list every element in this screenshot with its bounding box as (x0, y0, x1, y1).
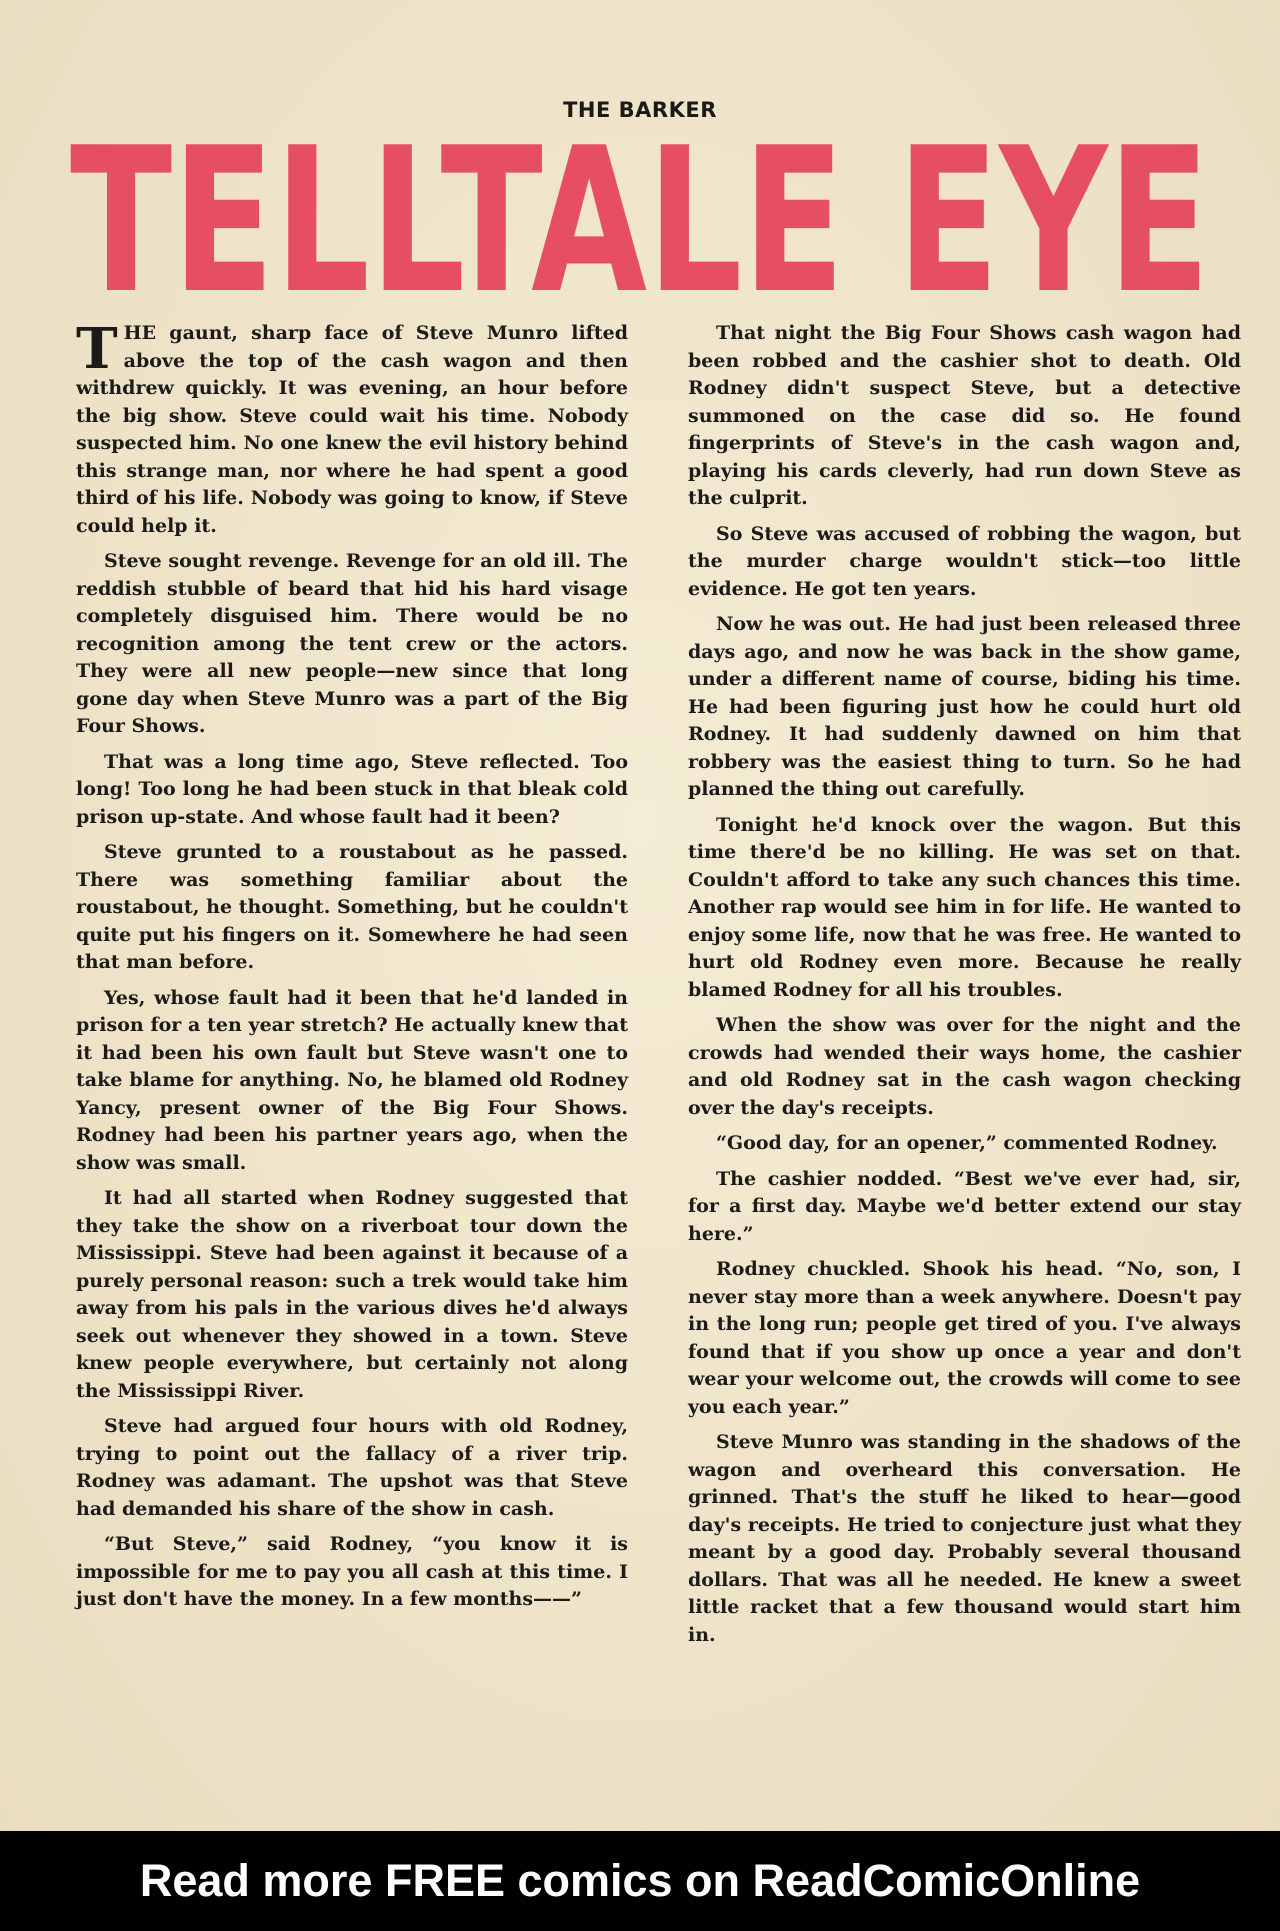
story-paragraph: Yes, whose fault had it been that he'd landed in prison for a ten year stretch? He actually knew that it had been his own fault but Steve wasn't one to take blame for anything. No, he blamed old Rodney Yancy, present owner of the Big Four Shows. Rodney had been his partner years ago, when the show was small. (76, 986, 628, 1174)
story-paragraph: When the show was over for the night and the crowds had wended their ways home, the cashier and old Rodney sat in the cash wagon checking over the day's receipts. (688, 1014, 1241, 1119)
story-paragraph: Now he was out. He had just been released three days ago, and now he was back in the show game, under a different name of course, biding his time. He had been figuring just how he could hurt old Rodney. It had suddenly dawned on him that robbery was the easiest thing to turn. So he had planned the thing out carefully. (688, 613, 1241, 800)
story-paragraph-text: HE gaunt, sharp face of Steve Munro lifted above the top of the cash wagon and then withdrew quickly. It was evening, an hour before the big show. Steve could wait his time. Nobody suspected him. No one knew the evil history behind this strange man, nor where he had spent a good third of his life. Nobody was going to know, if Steve could help it. (76, 322, 628, 537)
drop-cap: T (76, 316, 118, 382)
promo-banner-text: Read more FREE comics on ReadComicOnline (139, 1855, 1141, 1906)
story-paragraph: Steve Munro was standing in the shadows of the wagon and overheard this conversation. He grinned. That's the stuff he liked to hear—good day's receipts. He tried to conjecture just what they meant by a good day. Probably several thousand dollars. That was all he needed. He knew a sweet little racket that a few thousand would start him in. (688, 1431, 1241, 1646)
story-paragraph: The cashier nodded. “Best we've ever had, sir, for a first day. Maybe we'd better extend our stay here.” (688, 1167, 1241, 1245)
story-paragraph: Steve sought revenge. Revenge for an old ill. The reddish stubble of beard that hid his hard visage completely disguised him. There would be no recognition among the tent crew or the actors. They were all new people—new since that long gone day when Steve Munro was a part of the Big Four Shows. (76, 550, 628, 737)
story-paragraph (76, 316, 628, 540)
story-column-right (688, 320, 1241, 1657)
story-paragraph: That night the Big Four Shows cash wagon had been robbed and the cashier shot to death. Old Rodney didn't suspect Steve, but a detective summoned on the case did so. He found fingerprints of Steve's in the cash wagon and, playing his cards cleverly, had run down Steve as the culprit. (688, 322, 1241, 509)
story-paragraph: Rodney chuckled. Shook his head. “No, son, I never stay more than a week anywhere. Doesn't pay in the long run; people get tired of you. I've always found that if you show up once a year and don't wear your welcome out, the crowds will come to see you each year.” (688, 1258, 1241, 1418)
story-paragraph: Tonight he'd knock over the wagon. But this time there'd be no killing. He was set on that. Couldn't afford to take any such chances this time. Another rap would see him in for life. He wanted to enjoy some life, now that he was free. He wanted to hurt old Rodney even more. Because he really blamed Rodney for all his troubles. (688, 813, 1241, 1001)
promo-banner[interactable] (0, 1831, 1280, 1931)
story-paragraph: Steve grunted to a roustabout as he passed. There was something familiar about the roustabout, he thought. Something, but he couldn't quite put his fingers on it. Somewhere he had seen that man before. (76, 841, 628, 973)
magazine-header: THE BARKER (563, 98, 717, 122)
story-paragraph: “But Steve,” said Rodney, “you know it is impossible for me to pay you all cash at this time. I just don't have the money. In a few months——” (76, 1533, 628, 1610)
story-title (0, 122, 1280, 307)
story-column-left (76, 316, 628, 1622)
story-paragraph: Steve had argued four hours with old Rodney, trying to point out the fallacy of a river trip. Rodney was adamant. The upshot was that Steve had demanded his share of the show in cash. (76, 1415, 628, 1520)
story-paragraph: So Steve was accused of robbing the wagon, but the murder charge wouldn't stick—too little evidence. He got ten years. (688, 522, 1241, 600)
story-paragraph: That was a long time ago, Steve reflected. Too long! Too long he had been stuck in that bleak cold prison up-state. And whose fault had it been? (76, 750, 628, 828)
story-paragraph: “Good day, for an opener,” commented Rodney. (716, 1132, 1218, 1154)
story-title-text: TELLTALE EYE (70, 122, 1210, 307)
story-paragraph: It had all started when Rodney suggested that they take the show on a riverboat tour down the Mississippi. Steve had been against it because of a purely personal reason: such a trek would take him away from his pals in the various dives he'd always seek out whenever they showed in a town. Steve knew people everywhere, but certainly not along the Mississippi River. (76, 1187, 628, 1402)
